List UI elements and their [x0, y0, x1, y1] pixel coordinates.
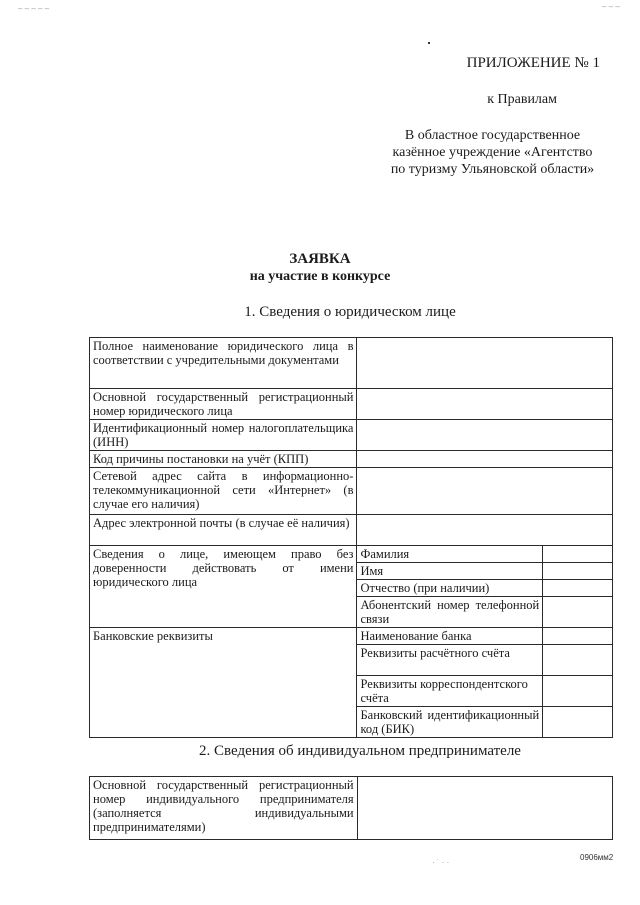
representative-label: Сведения о лице, имеющем право без доверенности действовать от имени юридического лица — [90, 546, 357, 628]
ogrnip-field[interactable] — [357, 777, 612, 840]
section2-heading: 2. Сведения об индивидуальном предпринимателе — [199, 743, 521, 759]
bank-details-label: Банковские реквизиты — [90, 628, 357, 738]
first-name-field[interactable] — [543, 563, 613, 580]
to-rules-label: к Правилам — [487, 92, 557, 107]
recipient-line: В областное государственное — [404, 128, 581, 143]
patronymic-field[interactable] — [543, 580, 613, 597]
recipient-line: по туризму Ульяновской области» — [390, 162, 595, 177]
document-title: ЗАЯВКА — [289, 251, 351, 267]
table-row — [90, 420, 613, 451]
table-row — [90, 628, 613, 645]
scan-speck: · ˙ · · — [432, 858, 450, 867]
inn-label: Идентификационный номер налогоплательщика (ИНН) — [90, 420, 357, 451]
settlement-account-field[interactable] — [543, 645, 613, 676]
bik-field[interactable] — [543, 707, 613, 738]
email-field[interactable] — [357, 515, 613, 546]
ogrnip-label: Основной государственный регистрационный номер индивидуального предпринимателя (заполняется индивидуальными предпринимателями) — [90, 777, 358, 840]
correspondent-account-label: Реквизиты корреспондентского счёта — [357, 676, 543, 707]
surname-field[interactable] — [543, 546, 613, 563]
table-row — [90, 546, 613, 563]
inn-field[interactable] — [357, 420, 613, 451]
table-row — [90, 389, 613, 420]
recipient-block — [360, 127, 625, 178]
first-name-label: Имя — [357, 563, 543, 580]
document-subtitle: на участие в конкурсе — [249, 269, 391, 284]
table-row — [90, 515, 613, 546]
bik-label: Банковский идентификационный код (БИК) — [357, 707, 543, 738]
phone-label: Абонентский номер телефонной связи — [357, 597, 543, 628]
section1-heading: 1. Сведения о юридическом лице — [244, 304, 456, 320]
recipient-line: казённое учреждение «Агентство — [392, 145, 593, 160]
ogrn-label: Основной государственный регистрационный номер юридического лица — [90, 389, 357, 420]
entrepreneur-table — [89, 776, 613, 840]
kpp-label: Код причины постановки на учёт (КПП) — [90, 451, 357, 468]
email-label: Адрес электронной почты (в случае её наличия) — [90, 515, 357, 546]
phone-field[interactable] — [543, 597, 613, 628]
appendix-label: ПРИЛОЖЕНИЕ № 1 — [466, 55, 600, 71]
surname-label: Фамилия — [357, 546, 543, 563]
full-name-label: Полное наименование юридического лица в соответствии с учредительными документами — [90, 338, 357, 389]
table-row — [90, 777, 613, 840]
scan-speck — [428, 42, 430, 44]
footer-code: 0906мм2 — [580, 853, 614, 862]
legal-entity-table — [89, 337, 613, 738]
full-name-field[interactable] — [357, 338, 613, 389]
scan-speck: ‒ ‒ ‒ — [602, 2, 620, 11]
correspondent-account-field[interactable] — [543, 676, 613, 707]
settlement-account-label: Реквизиты расчётного счёта — [357, 645, 543, 676]
website-label: Сетевой адрес сайта в информационно-телекоммуникационной сети «Интернет» (в случае его наличия) — [90, 468, 357, 515]
bank-name-label: Наименование банка — [357, 628, 543, 645]
ogrn-field[interactable] — [357, 389, 613, 420]
website-field[interactable] — [357, 468, 613, 515]
bank-name-field[interactable] — [543, 628, 613, 645]
scan-speck: ‒ ‒ ‒ ‒ ‒ — [18, 4, 50, 13]
patronymic-label: Отчество (при наличии) — [357, 580, 543, 597]
table-row — [90, 451, 613, 468]
table-row — [90, 338, 613, 389]
kpp-field[interactable] — [357, 451, 613, 468]
table-row — [90, 468, 613, 515]
